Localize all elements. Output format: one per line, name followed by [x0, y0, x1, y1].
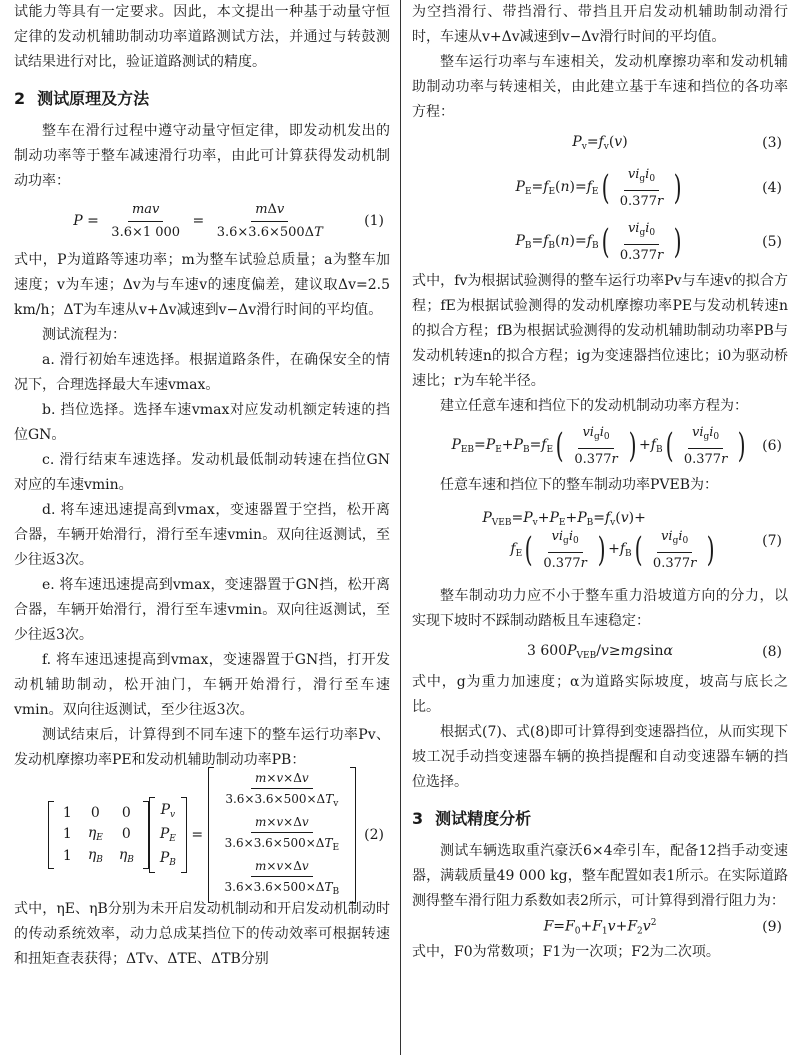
equation-2: 1 0 0 1 $\eta_E$ 0 1 $\eta_B$ $\eta_B$ $P_v$ $P_E$ $P_B$ = $\frac{m\times v\times\Delta v}{3.6\times 3.6\times 500\times\Delta T_v}$ $\frac{m\times v\times\Delta v}{3.6\times 3.6\times 500\times\Delta T_E}$ $\frac{m\times v\times\Delta v}{3.6\times 3.6\times 500\times\Delta T_B}$ (2)	[14, 773, 390, 897]
para-continued: 为空挡滑行、带挡滑行、带挡且开启发动机辅助制动滑行时，车速从v+Δv减速到v−Δv滑行时间的平均值。	[412, 4, 788, 45]
equation-7-number: (7)	[762, 533, 782, 549]
equation-6-number: (6)	[762, 438, 782, 454]
step-c: c. 滑行结束车速选择。发动机最低制动转速在挡位GN对应的车速vmin。	[14, 452, 390, 493]
para-result: 测试结束后，计算得到不同车速下的整车运行功率Pv、发动机摩擦功率PE和发动机辅助制动功率PB：	[14, 727, 390, 768]
step-d: d. 将车速迅速提高到vmax，变速器置于空挡，松开离合器，车辆开始滑行，滑行至车速vmin。双向往返测试，至少往返3次。	[14, 502, 390, 568]
equation-9-number: (9)	[762, 919, 782, 935]
para-brake: 整车制动功力应不小于整车重力沿坡道方向的分力，以实现下坡时不踩制动踏板且车速稳定：	[412, 588, 788, 629]
section-3-heading: 3 测试精度分析	[412, 809, 532, 828]
equation-5: $P_B=f_B(n)=f_B$ ( $\frac{vi_gi_0}{0.377r}$ ) (5)	[515, 220, 782, 263]
equation-8: 3 $600P_{VEB}/v\ge mgsin\alpha$ (8)	[527, 643, 782, 661]
para-after-eq5: 式中，fv为根据试验测得的整车运行功率Pv与车速v的拟合方程；fE为根据试验测得的发动机摩擦功率PE与发动机转速n的拟合方程；fB为根据试验测得的发动机辅助制动功率PB与发动机转速n的拟合方程；ig为变速器挡位速比；i0为驱动桥速比；r为车轮半径。	[412, 273, 788, 389]
step-e: e. 将车速迅速提高到vmax，变速器置于GN挡，松开离合器，车辆开始滑行，滑行至车速vmin。双向往返测试，至少往返3次。	[14, 577, 390, 643]
step-b: b. 挡位选择。选择车速vmax对应发动机额定转速的挡位GN。	[14, 402, 390, 443]
equation-6: $P_{EB}=P_E+P_B=f_E$ ( $\frac{vi_gi_0}{0.377r}$ ) $+f_B$ ( $\frac{vi_gi_0}{0.377r}$ ) (6)	[451, 424, 782, 467]
equation-2-number: (2)	[364, 827, 384, 843]
equation-4-number: (4)	[762, 180, 782, 196]
equation-3: $P_v=f_v(v)$ (3)	[572, 134, 782, 152]
equation-3-number: (3)	[762, 135, 782, 151]
equation-1-number: (1)	[364, 213, 384, 229]
section-2-heading: 2 测试原理及方法	[14, 89, 150, 108]
equation-9: $F=F_0+F_1v+F_2v^2$ (9)	[543, 917, 782, 937]
equation-7: $P_{VEB}=P_v+P_E+P_B=f_v(v)+$ $f_E$ ( $\frac{vi_gi_0}{0.377r}$ ) $+f_B$ ( $\frac{vi_gi_0}{0.377r}$ ) (7)	[482, 509, 782, 571]
equation-1: P = $\frac{\text{mav}}{3.6\times 1 000}$ = $\frac{\text{mΔv}}{3.6\times 3.6\times 500\Delta T}$ (1)	[73, 201, 384, 240]
equation-8-number: (8)	[762, 644, 782, 660]
step-a: a. 滑行初始车速选择。根据道路条件，在确保安全的情况下，合理选择最大车速vmax。	[14, 352, 390, 393]
power-vector: $P_v$ $P_E$ $P_B$	[149, 797, 187, 873]
para-momentum: 整车在滑行过程中遵守动量守恒定律，即发动机发出的制动功率等于整车减速滑行功率，由此可计算获得发动机制动功率：	[14, 123, 390, 189]
efficiency-matrix: 1 0 0 1 $\eta_E$ 0 1 $\eta_B$ $\eta_B$	[48, 801, 149, 869]
column-divider	[400, 0, 401, 1055]
para-after-eq9: 式中，F0为常数项；F1为一次项；F2为二次项。	[412, 944, 720, 960]
para-eq7-intro: 任意车速和挡位下的整车制动功率PVEB为：	[440, 477, 719, 493]
rhs-vector: $\frac{m\times v\times\Delta v}{3.6\times 3.6\times 500\times\Delta T_v}$ $\frac{m\times v\times\Delta v}{3.6\times 3.6\times 500\times\Delta T_E}$ $\frac{m\times v\times\Delta v}{3.6\times 3.6\times 500\times\Delta T_B}$	[208, 767, 357, 903]
right-column	[412, 0, 788, 1055]
equation-4: $P_E=f_E(n)=f_E$ ( $\frac{vi_gi_0}{0.377r}$ ) (4)	[515, 166, 782, 209]
para-after-eq2: 式中，ηE、ηB分别为未开启发动机制动和开启发动机制动时的传动系统效率，动力总成某挡位下的传动效率可根据转速和扭矩查表获得；ΔTv、ΔTE、ΔTB分别	[14, 901, 390, 967]
para-after-eq8: 式中，g为重力加速度；α为道路实际坡度，坡高与底长之比。	[412, 674, 788, 715]
para-intro: 试能力等具有一定要求。因此，本文提出一种基于动量守恒定律的发动机辅助制动功率道路测试方法，并通过与转鼓测试结果进行对比，验证道路测试的精度。	[14, 4, 390, 70]
para-gear: 根据式(7)、式(8)即可计算得到变速器挡位，从而实现下坡工况手动挡变速器车辆的换挡提醒和自动变速器车辆的挡位选择。	[412, 724, 788, 790]
para-related: 整车运行功率与车速相关，发动机摩擦功率和发动机辅助制动功率与转速相关，由此建立基于车速和挡位的各功率方程：	[412, 54, 788, 120]
equation-5-number: (5)	[762, 234, 782, 250]
para-eq6-intro: 建立任意车速和挡位下的发动机制动功率方程为：	[440, 398, 748, 414]
para-vehicle: 测试车辆选取重汽豪沃6×4牵引车，配备12挡手动变速器，满载质量49 000 kg，整车配置如表1所示。在实际道路测得整车滑行阻力系数如表2所示，可计算得到滑行阻力为：	[412, 843, 788, 909]
para-flow: 测试流程为：	[42, 327, 126, 343]
step-f: f. 将车速迅速提高到vmax，变速器置于GN挡，打开发动机辅助制动，松开油门，车辆开始滑行，滑行至车速vmin。双向往返测试，至少往返3次。	[14, 652, 390, 718]
para-after-eq1: 式中，P为道路等速功率；m为整车试验总质量；a为整车加速度；v为车速；Δv为与车速v的速度偏差，建议取Δv=2.5 km/h；ΔT为车速从v+Δv减速到v−Δv滑行时间的平均值。	[14, 252, 390, 318]
left-column	[14, 0, 390, 1055]
